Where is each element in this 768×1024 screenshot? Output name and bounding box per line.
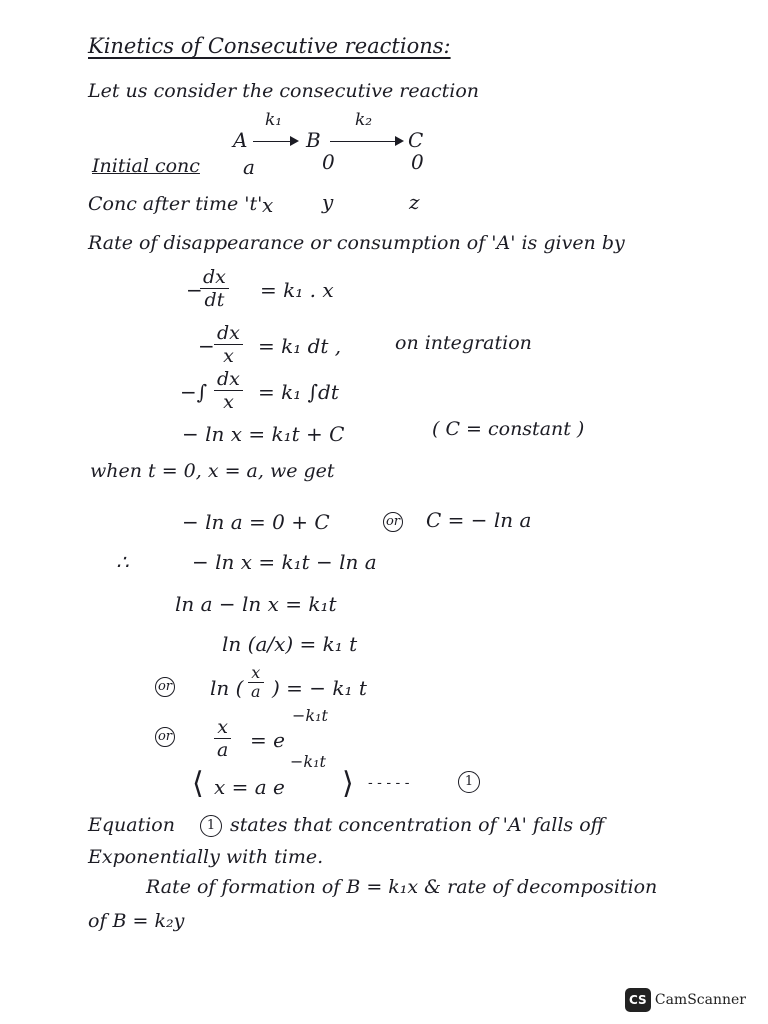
eq6-lhs: − ln x = k₁t − ln a (192, 550, 377, 574)
initial-c: 0 (411, 150, 424, 174)
rate-constant-k2: k₂ (355, 110, 373, 130)
eq10-num: x (214, 716, 231, 739)
statement-line1-rest: states that concentration of 'A' falls off (230, 814, 605, 836)
arrow-a-to-b (253, 141, 297, 142)
after-z: z (409, 190, 420, 214)
eq9-lhs: ln ( (210, 676, 244, 700)
camscanner-logo: CS (625, 988, 651, 1012)
eq5-rhs: C = − ln a (426, 508, 532, 532)
eq9-num: x (248, 664, 264, 683)
statement-line2: Exponentially with time. (88, 846, 324, 868)
after-x: x (262, 193, 274, 217)
equation-ref-1: 1 (458, 771, 480, 793)
eq5-or-mark: or (383, 512, 403, 532)
rate-constant-k1: k₁ (265, 110, 283, 130)
eq2-neg: − (198, 334, 215, 358)
initial-b: 0 (322, 150, 335, 174)
eq1-num: dx (200, 266, 229, 289)
eq10-rhs: = e (250, 728, 285, 752)
eq9-den: a (251, 682, 261, 701)
eq1-den: dt (204, 289, 225, 311)
eq10-exponent: −k₁t (292, 706, 328, 725)
page-title: Kinetics of Consecutive reactions: (88, 34, 451, 58)
eq11-dots: - - - - - (368, 775, 410, 791)
eq10-fraction (214, 716, 231, 761)
eq9-fraction (248, 664, 264, 701)
after-label: Conc after time 't' (88, 193, 263, 215)
rate-b-line1: Rate of formation of B = k₁x & rate of decomposition (146, 876, 658, 898)
eq1-rhs: = k₁ . x (260, 278, 334, 302)
after-y: y (322, 190, 334, 214)
eq4-note: ( C = constant ) (432, 418, 585, 440)
eq3-fraction (214, 368, 243, 413)
equation-7: ln a − ln x = k₁t (175, 592, 337, 616)
rate-b-line2: of B = k₂y (88, 910, 185, 932)
camscanner-name: CamScanner (654, 992, 746, 1008)
when-line: when t = 0, x = a, we get (90, 460, 335, 482)
eq2-fraction (214, 322, 243, 367)
eq10-or-mark: or (155, 727, 175, 747)
rate-intro-text: Rate of disappearance or consumption of 'A' is given by (88, 232, 625, 254)
eq2-rhs: = k₁ dt , (258, 334, 342, 358)
initial-a: a (243, 155, 255, 179)
eq9-or-mark: or (155, 677, 175, 697)
species-b: B (306, 128, 321, 152)
camscanner-watermark (625, 988, 746, 1012)
species-a: A (233, 128, 248, 152)
therefore-symbol: ∴ (116, 550, 129, 574)
right-angle-bracket: ⟩ (342, 766, 354, 801)
equation-8: ln (a/x) = k₁ t (222, 632, 358, 656)
eq5-lhs: − ln a = 0 + C (182, 510, 330, 534)
eq3-den: x (223, 391, 234, 413)
eq1-neg: − (186, 278, 203, 302)
species-c: C (408, 128, 424, 152)
eq2-den: x (223, 345, 234, 367)
eq3-num: dx (214, 368, 243, 391)
eq11-lhs: x = a e (214, 775, 285, 799)
initial-label: Initial conc (92, 155, 200, 177)
statement-ref-1: 1 (200, 815, 222, 837)
eq4-lhs: − ln x = k₁t + C (182, 422, 345, 446)
intro-text: Let us consider the consecutive reaction (88, 80, 479, 102)
eq3-rhs: = k₁ ∫dt (258, 380, 339, 404)
arrow-b-to-c (330, 141, 402, 142)
eq9-rhs: ) = − k₁ t (272, 676, 367, 700)
eq2-num: dx (214, 322, 243, 345)
eq2-note: on integration (395, 332, 532, 354)
eq10-den: a (217, 739, 229, 761)
eq3-neg-integral: −∫ (180, 380, 208, 404)
eq1-fraction (200, 266, 229, 311)
left-angle-bracket: ⟨ (192, 766, 204, 801)
eq11-exponent: −k₁t (290, 752, 326, 771)
statement-equation-word: Equation (88, 814, 175, 836)
